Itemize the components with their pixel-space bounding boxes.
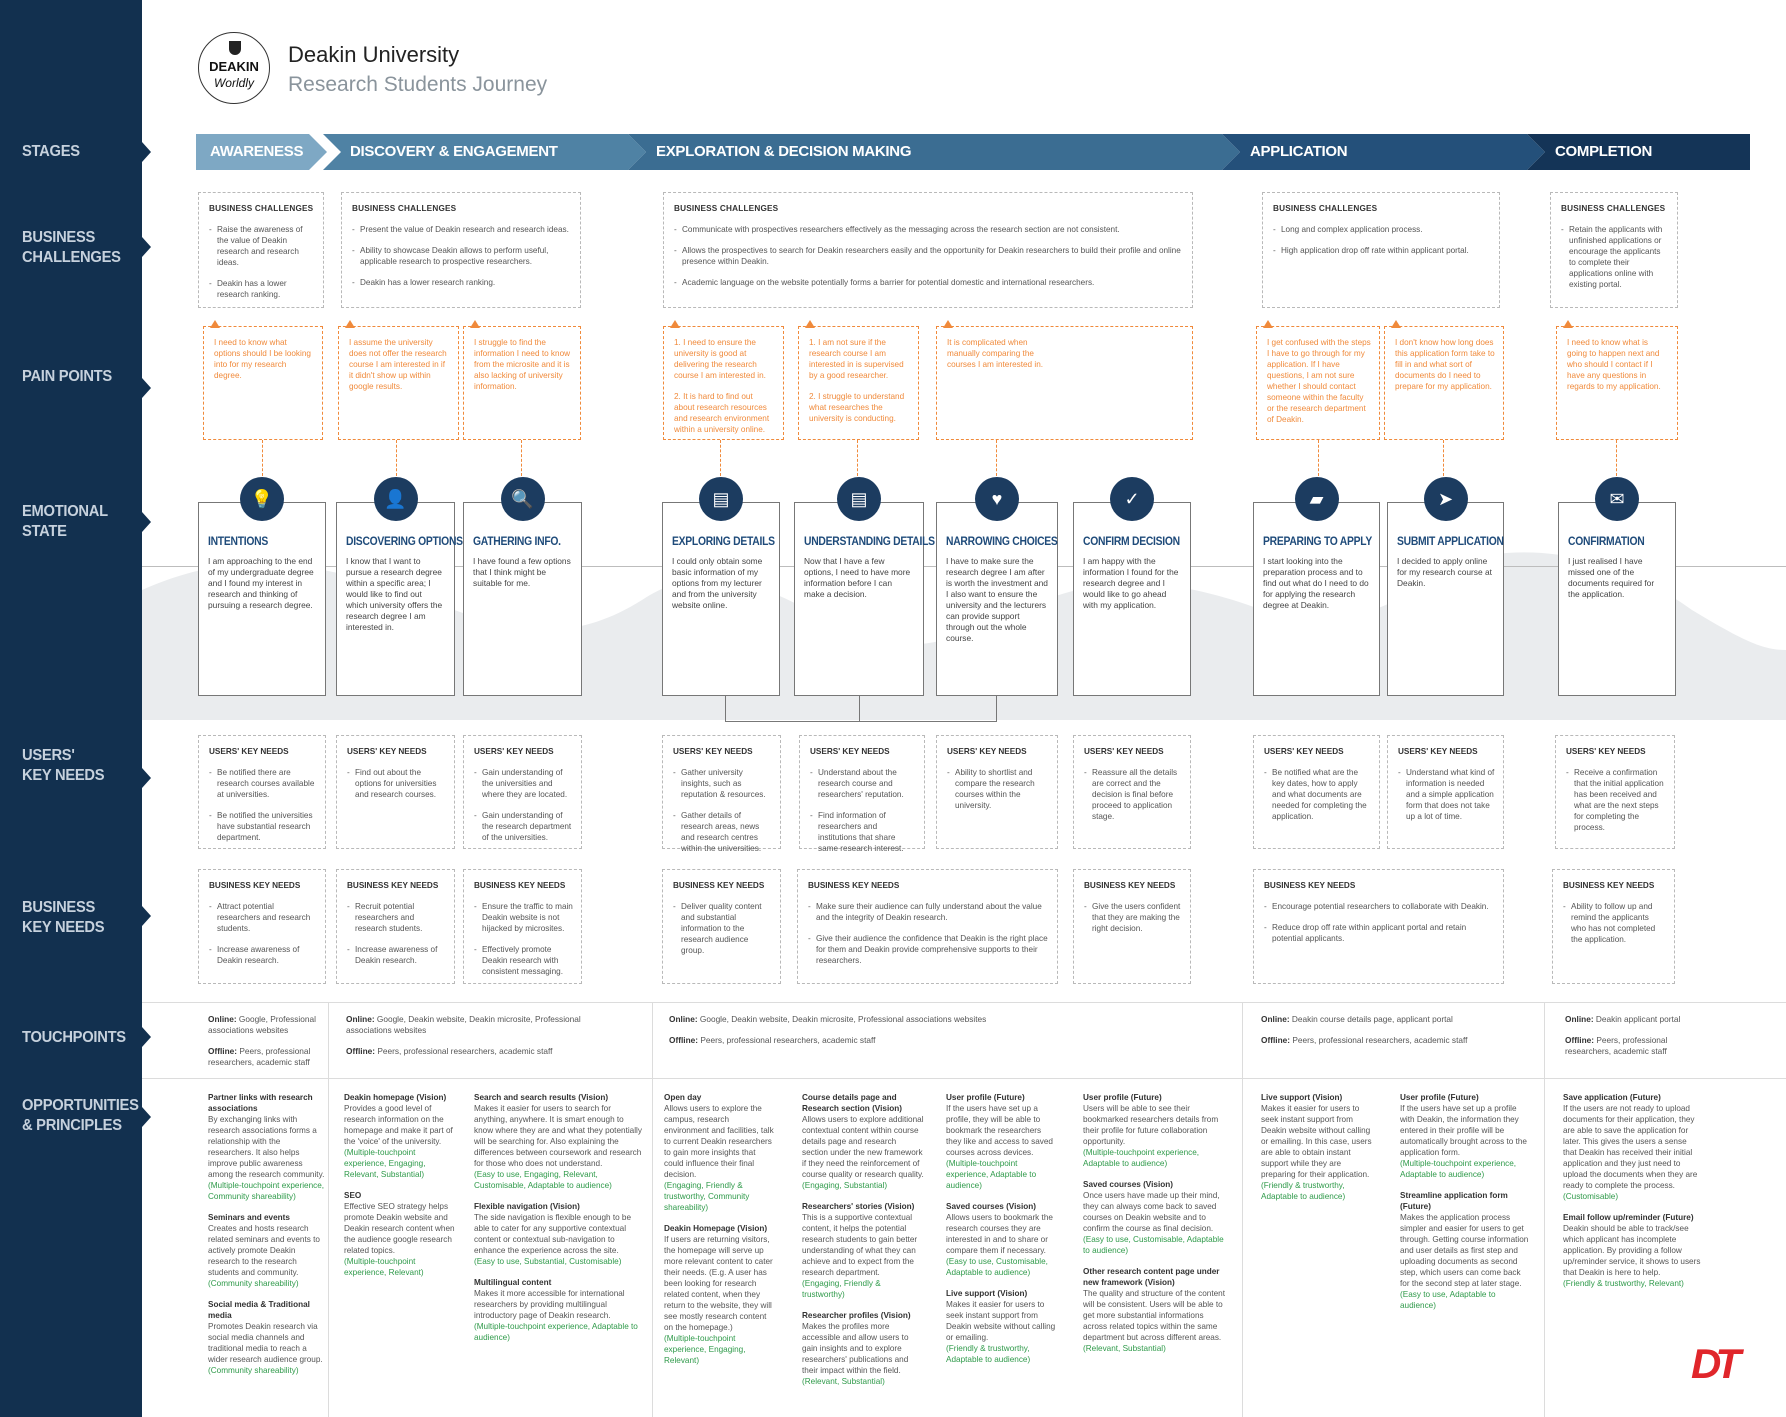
deakin-logo — [198, 32, 270, 104]
folder-icon: ▰ — [1295, 477, 1339, 521]
search-icon: 🔍 — [501, 477, 545, 521]
opportunity-column-5: Course details page and Research section (Vision) Allows users to explore additional contextual content within course details page and research section under the new framework if they need the reinforcement of course quality or research quality. (Engaging, Substantial) Researchers' stories (Vision) This is a supportive contextual content, it helps the potential research students to gain better understanding of what they can achieve and to expect from the research department. (Engaging, Friendly & trustworthy) Researcher profiles (Vision) Makes the profiles more accessible and allow users to gain insights and to explore researchers' publications and their impact within the field. (Relevant, Substantial) — [802, 1093, 924, 1386]
column-divider — [1242, 1002, 1243, 1417]
warning-icon — [345, 320, 355, 328]
row-arrow — [142, 1027, 151, 1047]
pain-point-4: 1. I need to ensure the university is good at delivering the research course I am interested in. 2. It is hard to find out about research resources and research environment within a university online. — [663, 326, 784, 440]
business-challenges-awareness: BUSINESS CHALLENGES - Raise the awareness of the value of Deakin research and research ideas. - Deakin has a lower research ranking. — [198, 192, 324, 308]
business-challenges-exploration: BUSINESS CHALLENGES - Communicate with prospectives researchers effectively as the messaging across the research section are not consistent. - Allows the prospectives to search for Deakin researchers easily and the opportunity for Deakin researchers to build their profile and online presence within Deakin. - Academic language on the website potentially forms a barrier for potential domestic and international researchers. — [663, 192, 1193, 308]
emotion-card-discovering-options: 👤 DISCOVERING OPTIONS I know that I want to pursue a research degree within a specific area; I would like to find out which university offers the research degree I am interested in. — [336, 502, 455, 696]
emotion-card-understanding-details: ▤ UNDERSTANDING DETAILS Now that I have a few options, I need to have more information before I can make a decision. — [794, 502, 924, 696]
dt-logo: DT — [1691, 1340, 1735, 1387]
business-needs-7: BUSINESS KEY NEEDS - Encourage potential researchers to collaborate with Deakin. - Reduce drop off rate within applicant portal and retain potential applicants. — [1253, 869, 1504, 984]
warning-icon — [943, 320, 953, 328]
card-group-connector — [725, 696, 997, 722]
pain-point-5: 1. I am not sure if the research course I am interested in is supervised by a good researcher. 2. I struggle to understand what researches the university is conducting. — [798, 326, 919, 440]
pain-connector — [857, 440, 858, 476]
row-arrow — [142, 768, 151, 788]
page-title: Deakin University — [288, 42, 460, 67]
stage-completion: COMPLETION — [1555, 143, 1652, 160]
opportunity-column-9: User profile (Future) If the users have set up a profile with Deakin, the information they entered in their profile will be automatically brought across to the application form. (Multiple-touchpoint experience, Adaptable to audience) Streamline application form (Future) Makes the application process simpler and easier for users to get through. Getting course information and user details as first step and uploading documents as second step, which users can come back for the second step at later stage. (Easy to use, Adaptable to audience) — [1400, 1093, 1529, 1310]
pain-point-6: It is complicated when manually comparing the courses I am interested in. — [936, 326, 1193, 440]
pain-point-8: I don't know how long does this application form take to fill in and what sort of documents do I need to prepare for my application. — [1384, 326, 1504, 440]
opportunity-column-8: Live support (Vision) Makes it easier for users to seek instant support from Deakin website without calling or emailing. In this case, users are able to obtain instant support while they are preparing for their application. (Friendly & trustworthy, Adaptable to audience) — [1261, 1093, 1372, 1201]
warning-icon — [805, 320, 815, 328]
warning-icon — [470, 320, 480, 328]
row-label-touchpoints: TOUCHPOINTS — [22, 1029, 126, 1046]
row-arrow — [142, 1107, 151, 1127]
users-needs-8: USERS' KEY NEEDS - Be notified what are the key dates, how to apply and what documents are needed for completing the application. — [1253, 735, 1380, 849]
row-arrow — [142, 237, 151, 257]
logo-wordmark: DEAKIN — [209, 59, 259, 74]
row-label-pain-points: PAIN POINTS — [22, 368, 112, 385]
stage-discovery-engagement: DISCOVERY & ENGAGEMENT — [350, 143, 558, 160]
touchpoint-exploration: Online: Google, Deakin website, Deakin microsite, Professional associations websites Offline: Peers, professional researchers, academic staff — [669, 1014, 987, 1045]
business-needs-3: BUSINESS KEY NEEDS - Ensure the traffic to main Deakin website is not hijacked by microsites. - Effectively promote Deakin research with consistent messaging. — [463, 869, 582, 984]
users-needs-10: USERS' KEY NEEDS - Receive a confirmation that the initial application has been received and what are the next steps for completing the process. — [1555, 735, 1675, 849]
heart-icon: ♥ — [975, 477, 1019, 521]
pain-connector — [1443, 440, 1444, 476]
pain-connector — [720, 440, 721, 476]
pain-connector — [262, 440, 263, 476]
business-needs-6: BUSINESS KEY NEEDS - Give the users confident that they are making the right decision. — [1073, 869, 1191, 984]
business-needs-5: BUSINESS KEY NEEDS - Make sure their audience can fully understand about the value and the integrity of Deakin research. - Give their audience the confidence that Deakin is the right place for them and Deakin provide comprehensive supports to their researchers. — [797, 869, 1058, 984]
pain-connector — [1616, 440, 1617, 476]
pain-point-2: I assume the university does not offer the research course I am interested in if it didn't show up within google results. — [338, 326, 459, 440]
users-needs-4: USERS' KEY NEEDS - Gather university insights, such as reputation & resources. - Gather details of research areas, news and research centres within the universities. — [662, 735, 781, 849]
crest-icon — [229, 41, 241, 55]
users-needs-9: USERS' KEY NEEDS - Understand what kind of information is needed and a simple application form that does not take up a lot of time. — [1387, 735, 1504, 849]
business-needs-1: BUSINESS KEY NEEDS - Attract potential researchers and research students. - Increase awareness of Deakin research. — [198, 869, 326, 984]
opportunity-column-3: Search and search results (Vision) Makes it easier for users to search for anything, anywhere. It is smart enough to know where they are and what they potentially will be searching for. Also explaining the differences between coursework and research for those who does not understand. (Easy to use, Engaging, Relevant, Customisable, Adaptable to audience) Flexible navigation (Vision) The side navigation is flexible enough to be able to cater for any supportive contextual content or contextual sub-navigation to enhance the experience across the site. (Easy to use, Substantial, Customisable) Multilingual content Makes it more accessible for international researchers by providing multilingual introductory page of Deakin research. (Multiple-touchpoint experience, Adaptable to audience) — [474, 1093, 642, 1342]
pain-point-9: I need to know what is going to happen next and who should I contact if I have any questions in regards to my application. — [1556, 326, 1678, 440]
users-needs-3: USERS' KEY NEEDS - Gain understanding of the universities and where they are located. - Gain understanding of the research department of the universities. — [463, 735, 582, 849]
warning-icon — [210, 320, 220, 328]
business-needs-8: BUSINESS KEY NEEDS - Ability to follow up and remind the applicants who has not completed the application. — [1552, 869, 1675, 984]
users-needs-6: USERS' KEY NEEDS - Ability to shortlist and compare the research courses within the university. — [936, 735, 1058, 849]
warning-icon — [1563, 320, 1573, 328]
business-challenges-discovery: BUSINESS CHALLENGES - Present the value of Deakin research and research ideas. - Ability to showcase Deakin allows to perform useful, applicable research to prospective researchers. - Deakin has a lower research ranking. — [341, 192, 581, 308]
emotion-card-gathering-info: 🔍 GATHERING INFO. I have found a few options that I think might be suitable for me. — [463, 502, 582, 696]
row-arrow — [142, 512, 151, 532]
stage-awareness: AWARENESS — [210, 143, 304, 160]
warning-icon — [1263, 320, 1273, 328]
person-icon: 👤 — [374, 477, 418, 521]
cursor-icon: ➤ — [1424, 477, 1468, 521]
emotion-card-exploring-details: ▤ EXPLORING DETAILS I could only obtain some basic information of my options from my lecturer and from the university website online. — [662, 502, 780, 696]
card-group-connector — [859, 696, 860, 722]
emotion-card-intentions: 💡 INTENTIONS I am approaching to the end of my undergraduate degree and I found my interest in research and thinking of pursuing a research degree. — [198, 502, 326, 696]
row-label-users-key-needs: USERS' KEY NEEDS — [22, 747, 105, 784]
touchpoint-awareness: Online: Google, Professional associations websites Offline: Peers, professional researchers, academic staff — [208, 1014, 316, 1067]
row-label-opportunities: OPPORTUNITIES & PRINCIPLES — [22, 1097, 139, 1134]
pain-point-1: I need to know what options should I be looking into for my research degree. — [203, 326, 323, 440]
column-divider — [1544, 1002, 1545, 1417]
row-arrow — [142, 906, 151, 926]
business-needs-4: BUSINESS KEY NEEDS - Deliver quality content and substantial information to the research audience group. — [662, 869, 781, 984]
row-label-business-key-needs: BUSINESS KEY NEEDS — [22, 899, 105, 936]
check-icon: ✓ — [1110, 477, 1154, 521]
logo-tagline: Worldly — [213, 76, 254, 90]
page-subtitle: Research Students Journey — [288, 73, 548, 96]
touchpoint-application: Online: Deakin course details page, applicant portal Offline: Peers, professional researchers, academic staff — [1261, 1014, 1468, 1045]
row-label-emotional-state: EMOTIONAL STATE — [22, 503, 108, 540]
users-needs-5: USERS' KEY NEEDS - Understand about the research course and researchers' reputation. - Find information of researchers and institutions that share same research interest. — [799, 735, 925, 849]
warning-icon — [1391, 320, 1401, 328]
business-challenges-completion: BUSINESS CHALLENGES - Retain the applicants with unfinished applications or encourage the applicants to complete their applications online with existing portal. — [1550, 192, 1678, 308]
opportunity-column-7: User profile (Future) Users will be able to see their bookmarked researchers details from their profile for future collaboration opportunity. (Multiple-touchpoint experience, Adaptable to audience) Saved courses (Vision) Once users have made up their mind, they can always come back to saved courses on Deakin website and to confirm the course as final decision. (Easy to use, Customisable, Adaptable to audience) Other research content page under new framework (Vision) The quality and structure of the content will be consistent. Users will be able to get more substantial informations across related topics within the same department but across different areas. (Relevant, Substantial) — [1083, 1093, 1226, 1353]
business-needs-2: BUSINESS KEY NEEDS - Recruit potential researchers and research students. - Increase awareness of Deakin research. — [336, 869, 455, 984]
emotion-card-narrowing-choices: ♥ NARROWING CHOICES I have to make sure the research degree I am after is worth the investment and I also want to ensure the university and the lecturers can provide support through out the whole course. — [936, 502, 1058, 696]
divider — [142, 1078, 1786, 1079]
users-needs-2: USERS' KEY NEEDS - Find out about the options for universities and research courses. — [336, 735, 455, 849]
divider — [142, 1002, 1786, 1003]
opportunity-column-2: Deakin homepage (Vision) Provides a good level of research information on the homepage and make it part of the 'voice' of the university. (Multiple-touchpoint experience, Engaging, Relevant, Substantial) SEO Effective SEO strategy helps promote Deakin website and Deakin research content when the audience google research related topics. (Multiple-touchpoint experience, Relevant) — [344, 1093, 455, 1277]
pain-connector — [996, 440, 997, 476]
column-divider — [652, 1002, 653, 1417]
row-arrow — [142, 142, 151, 162]
touchpoint-discovery: Online: Google, Deakin website, Deakin microsite, Professional associations websites Offline: Peers, professional researchers, academic staff — [346, 1014, 581, 1056]
pain-point-7: I get confused with the steps I have to go through for my application. If I have questions, I am not sure whether I should contact someone within the faculty or the research department of Deakin. — [1256, 326, 1380, 440]
pain-connector — [396, 440, 397, 476]
business-challenges-application: BUSINESS CHALLENGES - Long and complex application process. - High application drop off rate within applicant portal. — [1262, 192, 1500, 308]
mail-icon: ✉ — [1595, 477, 1639, 521]
left-sidebar — [0, 0, 142, 1417]
column-divider — [328, 1002, 329, 1417]
pain-connector — [521, 440, 522, 476]
pain-point-3: I struggle to find the information I need to know from the microsite and it is also lacking of university information. — [463, 326, 581, 440]
row-arrow — [142, 378, 151, 398]
pain-connector — [1318, 440, 1319, 476]
opportunity-column-6: User profile (Future) If the users have set up a profile, they will be able to bookmark the researchers they like and access to saved courses across devices. (Multiple-touchpoint experience, Adaptable to audience) Saved courses (Vision) Allows users to bookmark the research courses they are interested in and to share or compare them if necessary. (Easy to use, Customisable, Adaptable to audience) Live support (Vision) Makes it easier for users to seek instant support from Deakin website without calling or emailing. (Friendly & trustworthy, Adaptable to audience) — [946, 1093, 1056, 1364]
opportunity-column-1: Partner links with research associations By exchanging links with research associations forms a relationship with the researchers. It also helps improve public awareness among the research community. (Multiple-touchpoint experience, Community shareability) Seminars and events Creates and hosts research related seminars and events to actively promote Deakin research to the research students and community. (Community shareability) Social media & Traditional media Promotes Deakin research via social media channels and traditional media to reach a wider research audience group. (Community shareability) — [208, 1093, 325, 1375]
opportunity-column-10: Save application (Future) If the users are not ready to upload documents for their application, they are able to save the application for later. This gives the users a sense that Deakin has received their initial application and they just need to upload the documents when they are ready to complete the process. (Customisable) Email follow up/reminder (Future) Deakin should be able to track/see which applicant has incomplete application. By providing a follow up/reminder service, it shows to users that Deakin is here to help. (Friendly & trustworthy, Relevant) — [1563, 1093, 1701, 1288]
stage-exploration-decision: EXPLORATION & DECISION MAKING — [656, 143, 912, 160]
touchpoint-completion: Online: Deakin applicant portal Offline: Peers, professional researchers, academic staff — [1565, 1014, 1681, 1056]
warning-icon — [670, 320, 680, 328]
emotion-card-confirm-decision: ✓ CONFIRM DECISION I am happy with the information I found for the research degree and I would like to go ahead with my application. — [1073, 502, 1191, 696]
row-label-business-challenges: BUSINESS CHALLENGES — [22, 229, 121, 266]
document-icon: ▤ — [699, 477, 743, 521]
emotion-card-preparing-to-apply: ▰ PREPARING TO APPLY I start looking into the preparation process and to find out what do I need to do for applying the research degree at Deakin. — [1253, 502, 1380, 696]
stage-application: APPLICATION — [1250, 143, 1348, 160]
opportunity-column-4: Open day Allows users to explore the campus, research environment and facilities, talk to current Deakin researchers to gain more insights that could influence their final decision. (Engaging, Friendly & trustworthy, Community shareability) Deakin Homepage (Vision) If users are returning visitors, the homepage will serve up more relevant content to cater their needs. (E.g. A user has been looking for research related content, when they return to the website, they will see mostly research content on the homepage.) (Multiple-touchpoint experience, Engaging, Relevant) — [664, 1093, 774, 1365]
row-label-stages: STAGES — [22, 143, 80, 160]
emotion-card-confirmation: ✉ CONFIRMATION I just realised I have missed one of the documents required for the application. — [1558, 502, 1676, 696]
emotion-card-submit-application: ➤ SUBMIT APPLICATION I decided to apply online for my research course at Deakin. — [1387, 502, 1504, 696]
document-icon: ▤ — [837, 477, 881, 521]
users-needs-7: USERS' KEY NEEDS - Reassure all the details are correct and the decision is final before proceed to application stage. — [1073, 735, 1191, 849]
users-needs-1: USERS' KEY NEEDS - Be notified there are research courses available at universities. - Be notified the universities have substantial research department. — [198, 735, 326, 849]
lightbulb-icon: 💡 — [240, 477, 284, 521]
